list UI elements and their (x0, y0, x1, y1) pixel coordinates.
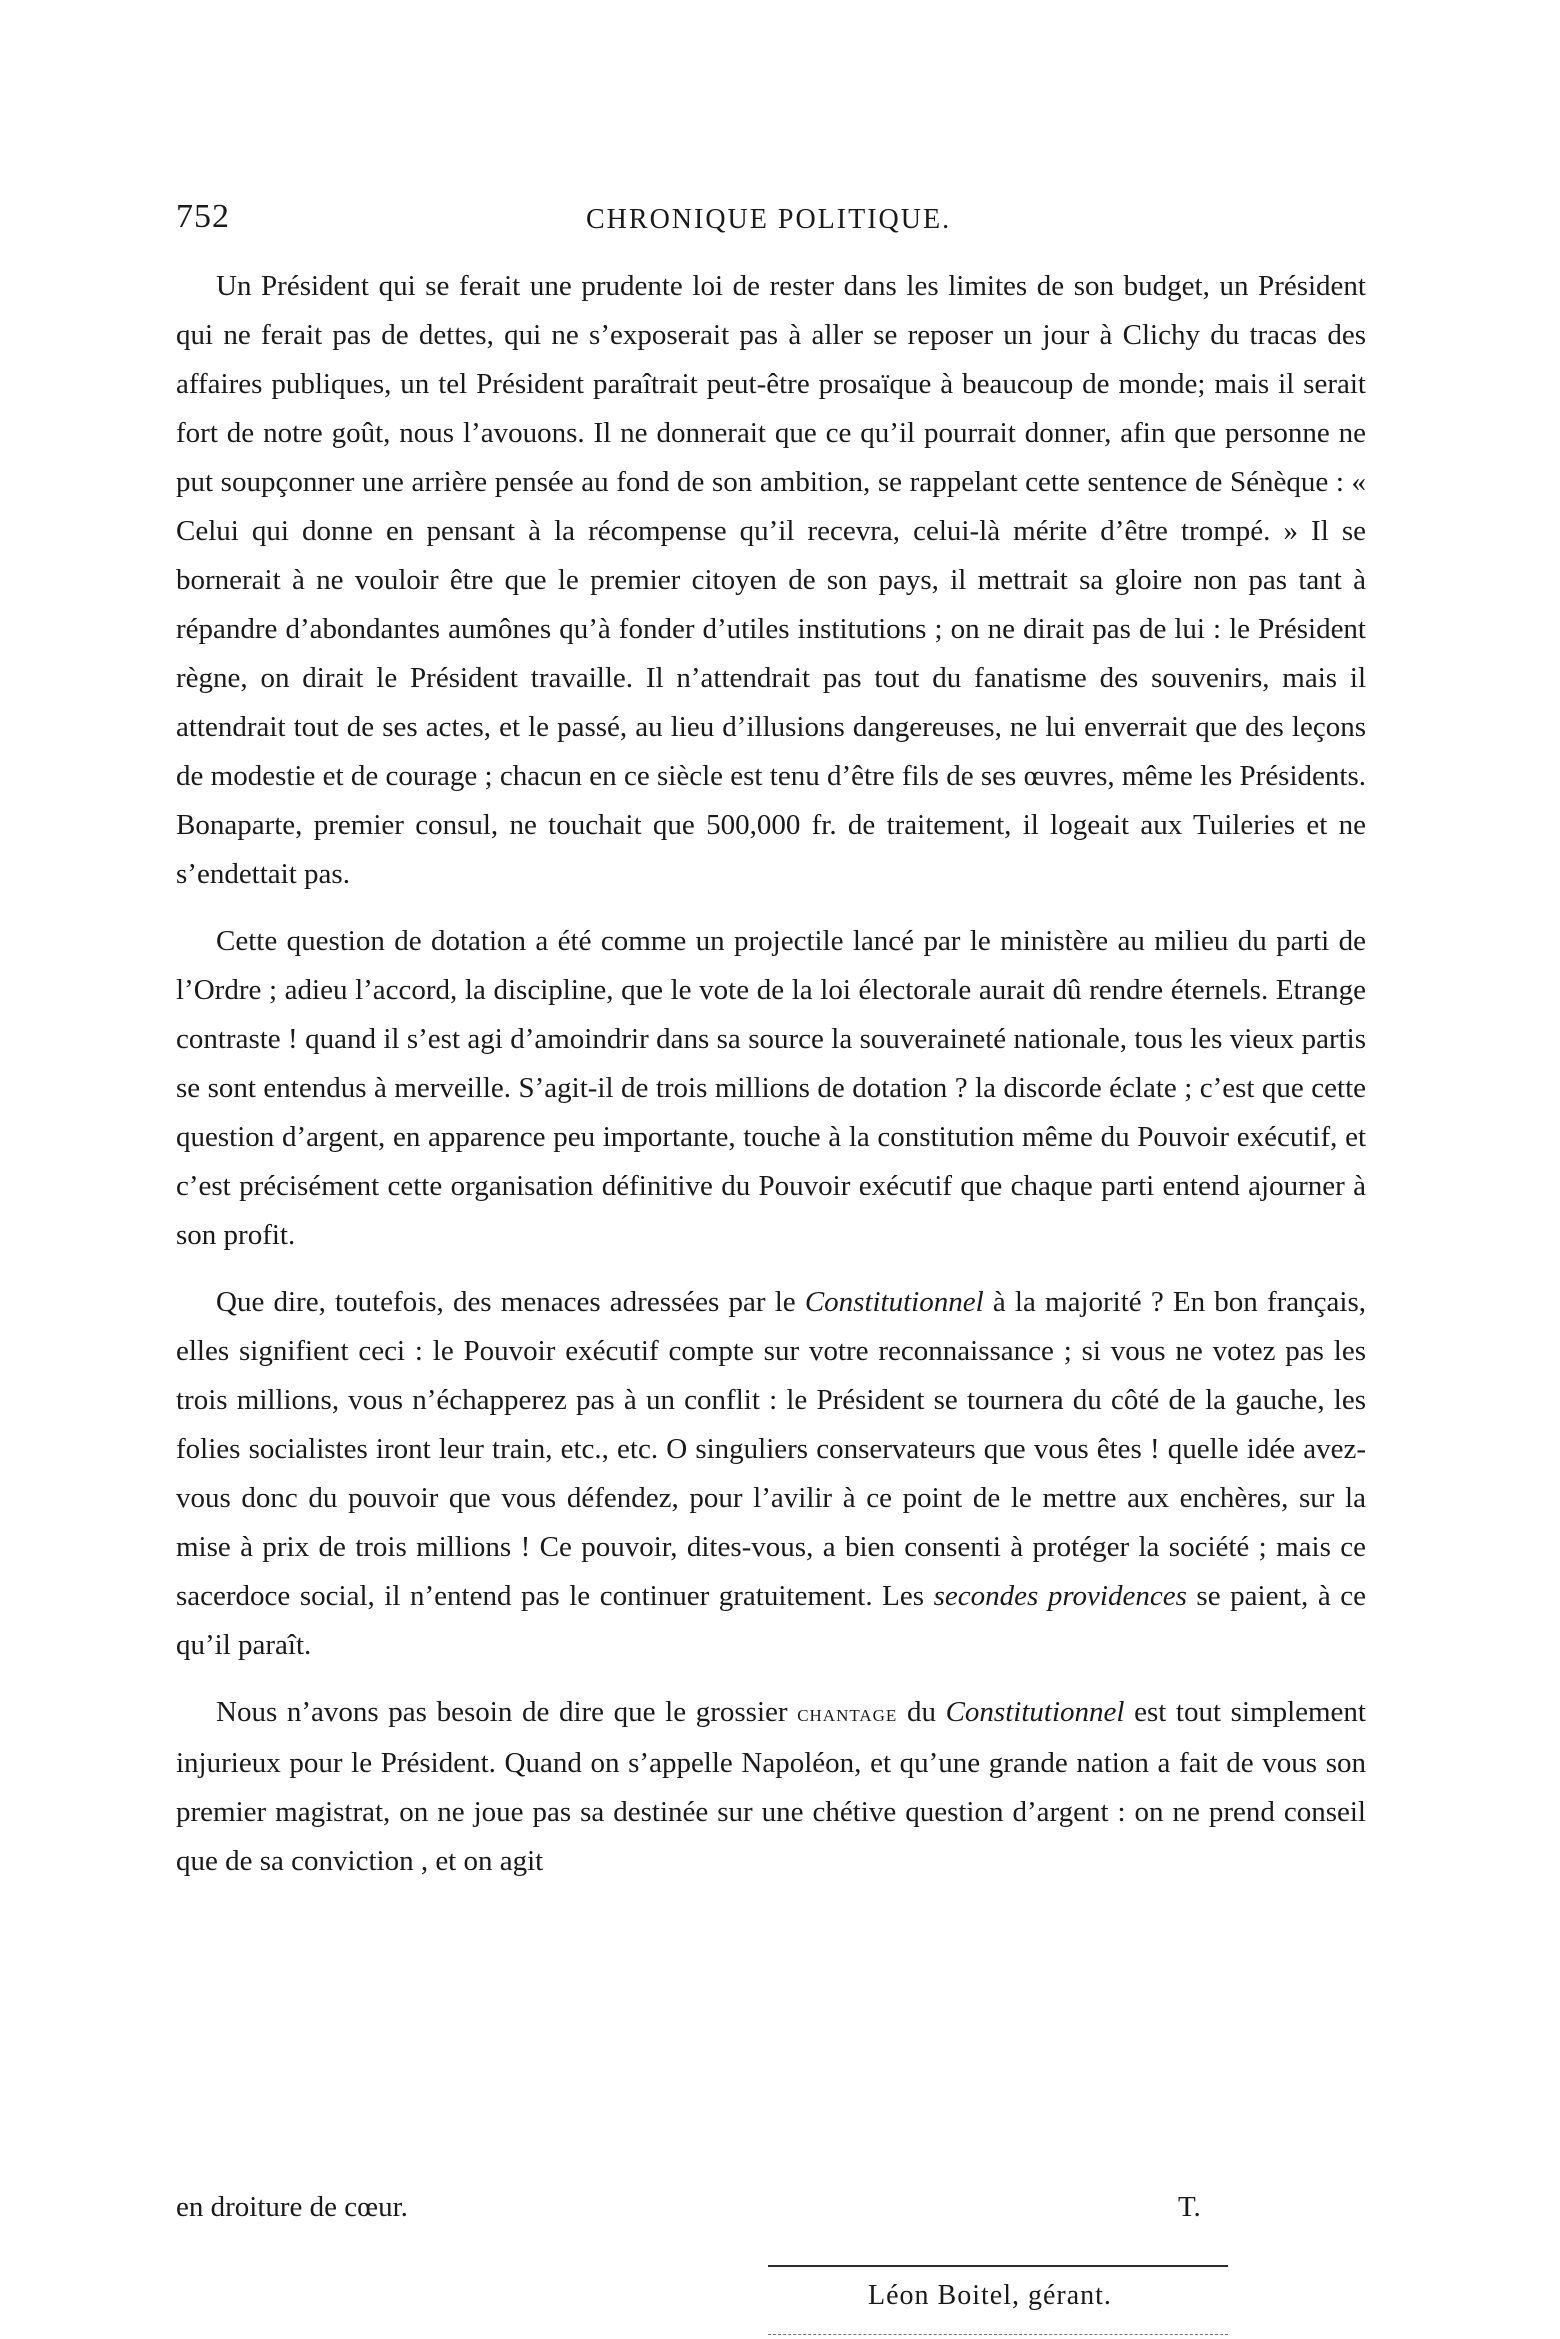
author-initial: T. (1178, 2191, 1201, 2223)
text-run: Un Président qui se ferait une prudente loi de rester dans les limites de son budget, un Président qui ne ferait pas de dettes, qui ne s’exposerait pas à aller se reposer un jour à Clichy du tracas des affaires publiques, un tel Président paraîtrait peut-être prosaïque à beaucoup de monde; mais il serait fort de notre goût, nous l’avouons. Il ne donnerait que ce qu’il pourrait donner, afin que personne ne put soupçonner une arrière pensée au fond de son ambition, se rappelant cette sentence de Sénèque : « Celui qui donne en pensant à la récompense qu’il recevra, celui-là mérite d’être trompé. » Il se bornerait à ne vouloir être que le premier citoyen de son pays, il mettrait sa gloire non pas tant à répandre d’abondantes aumônes qu’à fonder d’utiles institutions ; on ne dirait pas de lui : le Président règne, on dirait le Président travaille. Il n’attendrait pas tout du fanatisme des souvenirs, mais il attendrait tout de ses actes, et le passé, au lieu d’illusions dangereuses, ne lui enverrait que des leçons de modestie et de courage ; chacun en ce siècle est tenu d’être fils de ses œuvres, même les Présidents. Bonaparte, premier consul, ne touchait que 500,000 fr. de traitement, il logeait aux Tuileries et ne s’endettait pas. (176, 270, 1366, 890)
text-run: du (897, 1696, 946, 1728)
text-run: Que dire, toutefois, des menaces adressées par le (216, 1286, 805, 1318)
paragraph-2 (176, 917, 1366, 1260)
paragraph-1 (176, 262, 1366, 899)
paragraph-4 (176, 1688, 1366, 1886)
italic-text: Constitutionnel (945, 1696, 1125, 1728)
smallcaps-text: chantage (797, 1701, 898, 1727)
page-number: 752 (176, 198, 230, 235)
closing-line (176, 2191, 1366, 2231)
text-run: Nous n’avons pas besoin de dire que le grossier (216, 1696, 798, 1728)
footer-rule-top (768, 2265, 1228, 2267)
closing-text: en droiture de cœur. (176, 2191, 408, 2223)
text-run: est tout simplement injurieux pour le Président. Quand on s’appelle Napoléon, et qu’une grande nation a fait de vous son premier magistrat, on ne joue pas sa destinée sur une chétive question d’argent : on ne prend conseil que de sa conviction , et on agit (176, 1696, 1366, 1877)
text-run: Cette question de dotation a été comme un projectile lancé par le ministère au milieu du parti de l’Ordre ; adieu l’accord, la discipline, que le vote de la loi électorale aurait dû rendre éternels. Etrange contraste ! quand il s’est agi d’amoindrir dans sa source la souveraineté nationale, tous les vieux partis se sont entendus à merveille. S’agit-il de trois millions de dotation ? la discorde éclate ; c’est que cette question d’argent, en apparence peu importante, touche à la constitution même du Pouvoir exécutif, et c’est précisément cette organisation définitive du Pouvoir exécutif que chaque parti entend ajourner à son profit. (176, 925, 1366, 1251)
manager-signature: Léon Boitel, gérant. (868, 2280, 1112, 2311)
text-run: se paient, à ce qu’il paraît. (176, 1580, 1366, 1661)
paragraph-3 (176, 1278, 1366, 1670)
page-header (176, 198, 1372, 258)
running-title: CHRONIQUE POLITIQUE. (586, 204, 952, 235)
italic-text: Constitutionnel (804, 1286, 984, 1318)
italic-text: secondes providences (933, 1580, 1187, 1612)
text-run: à la majorité ? En bon français, elles signifient ceci : le Pouvoir exécutif compte sur votre reconnaissance ; si vous ne votez pas les trois millions, vous n’échapperez pas à un conflit : le Président se tournera du côté de la gauche, les folies socialistes iront leur train, etc., etc. O singuliers conservateurs que vous êtes ! quelle idée avez-vous donc du pouvoir que vous défendez, pour l’avilir à ce point de le mettre aux enchères, sur la mise à prix de trois millions ! Ce pouvoir, dites-vous, a bien consenti à protéger la société ; mais ce sacerdoce social, il n’entend pas le continuer gratuitement. Les (176, 1286, 1366, 1612)
body-text (176, 262, 1366, 1904)
footer-rule-bottom (768, 2334, 1228, 2335)
